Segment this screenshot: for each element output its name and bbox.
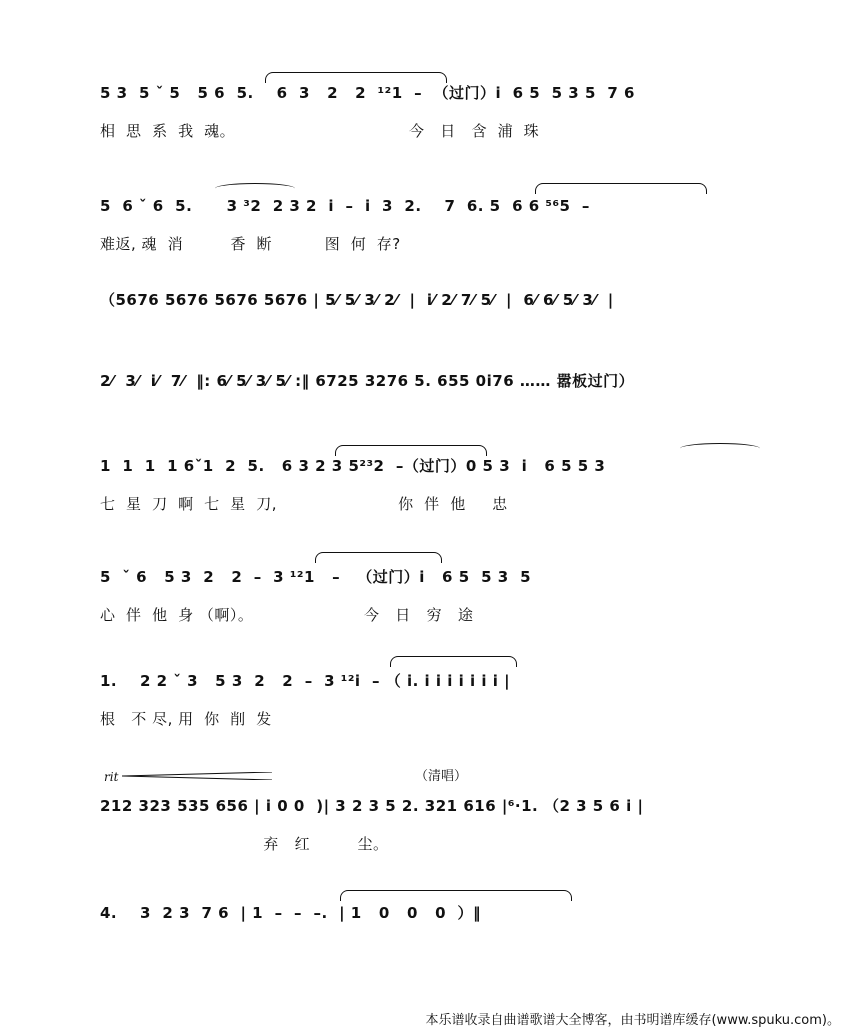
phrase-slur xyxy=(315,552,442,563)
notes: （5676 5676 5676 5676 | 5⁄ 5⁄ 3⁄ 2⁄ | i⁄ 2⁄ 7⁄ 5⁄ | 6⁄ 6⁄ 5⁄ 3⁄ | xyxy=(100,291,614,309)
notes: 2⁄ 3⁄ i⁄ 7⁄ ‖: 6⁄ 5⁄ 3⁄ 5⁄ :‖ 6725 3276 5. 655 0i76 …… 嚣板过门） xyxy=(100,372,635,390)
notes: 5 ˇ 6 5 3 2 2 – 3 ¹²1 – （过门）i 6 5 5 3 5 xyxy=(100,568,532,586)
phrase-slur xyxy=(265,72,447,83)
lyrics: 难返, 魂 消 香 断 图 何 存? xyxy=(100,235,401,253)
lyrics: 根 不 尽, 用 你 削 发 xyxy=(100,710,272,728)
notes: 5 6 ˇ 6 5. 3 ³2 2 3 2 i – i 3 2. 7 6. 5 6 6 ⁵⁶5 – xyxy=(100,197,590,215)
phrase-slur xyxy=(340,890,572,901)
lyrics: 相 思 系 我 魂。 今 日 含 浦 珠 xyxy=(100,122,540,140)
phrase-slur xyxy=(390,656,517,667)
notes: 1. 2 2 ˇ 3 5 3 2 2 – 3 ¹²i – （ i. i i i i i i i | xyxy=(100,672,511,690)
lyrics: 心 伴 他 身 （啊）。 今 日 穷 途 xyxy=(100,606,474,624)
lyrics: 弃 红 尘。 xyxy=(100,835,389,853)
phrase-slur xyxy=(335,445,487,456)
phrase-slur xyxy=(680,443,760,454)
lyrics: 七 星 刀 啊 七 星 刀, 你 伴 他 忠 xyxy=(100,495,508,513)
notes: 1 1 1 1 6ˇ1 2 5. 6 3 2 3 5²³2 –（过门）0 5 3 i 6 5 5 3 xyxy=(100,457,606,475)
phrase-slur xyxy=(535,183,707,194)
rit-marking: rit xyxy=(104,770,119,784)
notes: 5 3 5 ˇ 5 5 6 5. 6 3 2 2 ¹²1 – （过门）i 6 5 5 3 5 7 6 xyxy=(100,84,635,102)
notes: 212 323 535 656 | i 0 0 )| 3 2 3 5 2. 321 616 |⁶·1. （2 3 5 6 i | xyxy=(100,797,644,815)
hairpin xyxy=(122,772,272,780)
qingchang-label: （清唱） xyxy=(415,769,468,784)
notes: 4. 3 2 3 7 6 | 1 – – –. | 1 0 0 0 ）‖ xyxy=(100,904,481,922)
phrase-slur xyxy=(215,183,295,194)
source-footer: 本乐谱收录自曲谱歌谱大全博客，由书明谱库缓存(www.spuku.com)。 xyxy=(425,1013,840,1028)
